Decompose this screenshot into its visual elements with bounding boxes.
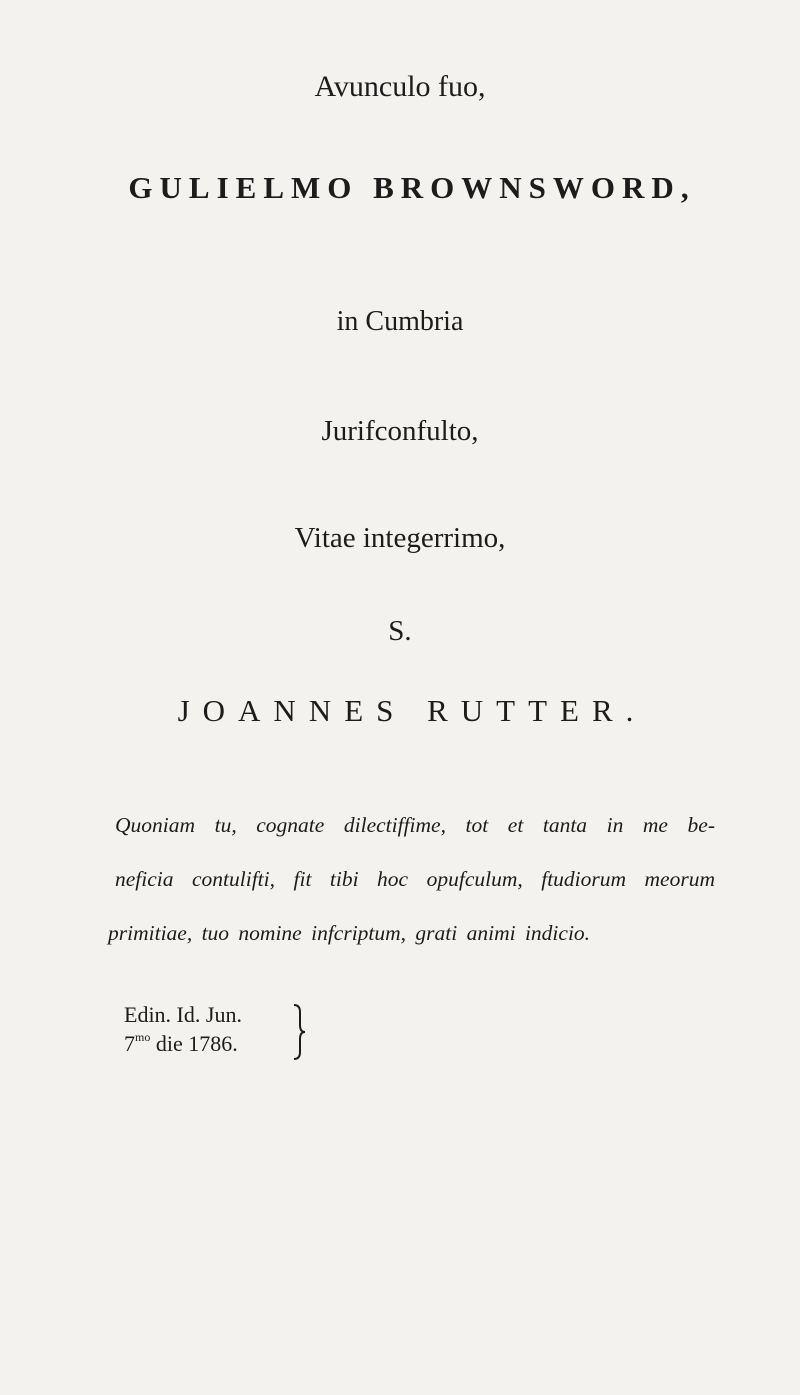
author-name: JOANNES RUTTER. [177,693,647,728]
right-brace-icon [291,1003,307,1061]
recipient-virtue: Vitae integerrimo, [294,522,506,554]
recipient-name: GULIELMO BROWNSWORD, [128,170,696,205]
dateline-day-year [124,1029,242,1058]
salutation: S. [388,615,412,647]
dateline-ordinal-suffix: mo [135,1030,151,1044]
recipient-title: Jurifconfulto, [321,415,479,447]
dateline-ordinal-number: 7 [124,1031,135,1056]
recipient-place: in Cumbria [336,306,464,337]
dedication-text-line-2: neficia contulifti, fit tibi hoc opufculum, ftudiorum meorum [115,867,715,891]
dedication-text-line-1: Quoniam tu, cognate dilectiffime, tot et tanta in me be- [115,813,715,837]
dateline-rest: die 1786. [150,1031,238,1056]
dedication-to-uncle: Avunculo fuo, [314,70,486,103]
dedication-text-line-3: primitiae, tuo nomine infcriptum, grati animi indicio. [108,921,591,945]
dateline [124,1000,242,1058]
dateline-place-date: Edin. Id. Jun. [124,1002,242,1027]
